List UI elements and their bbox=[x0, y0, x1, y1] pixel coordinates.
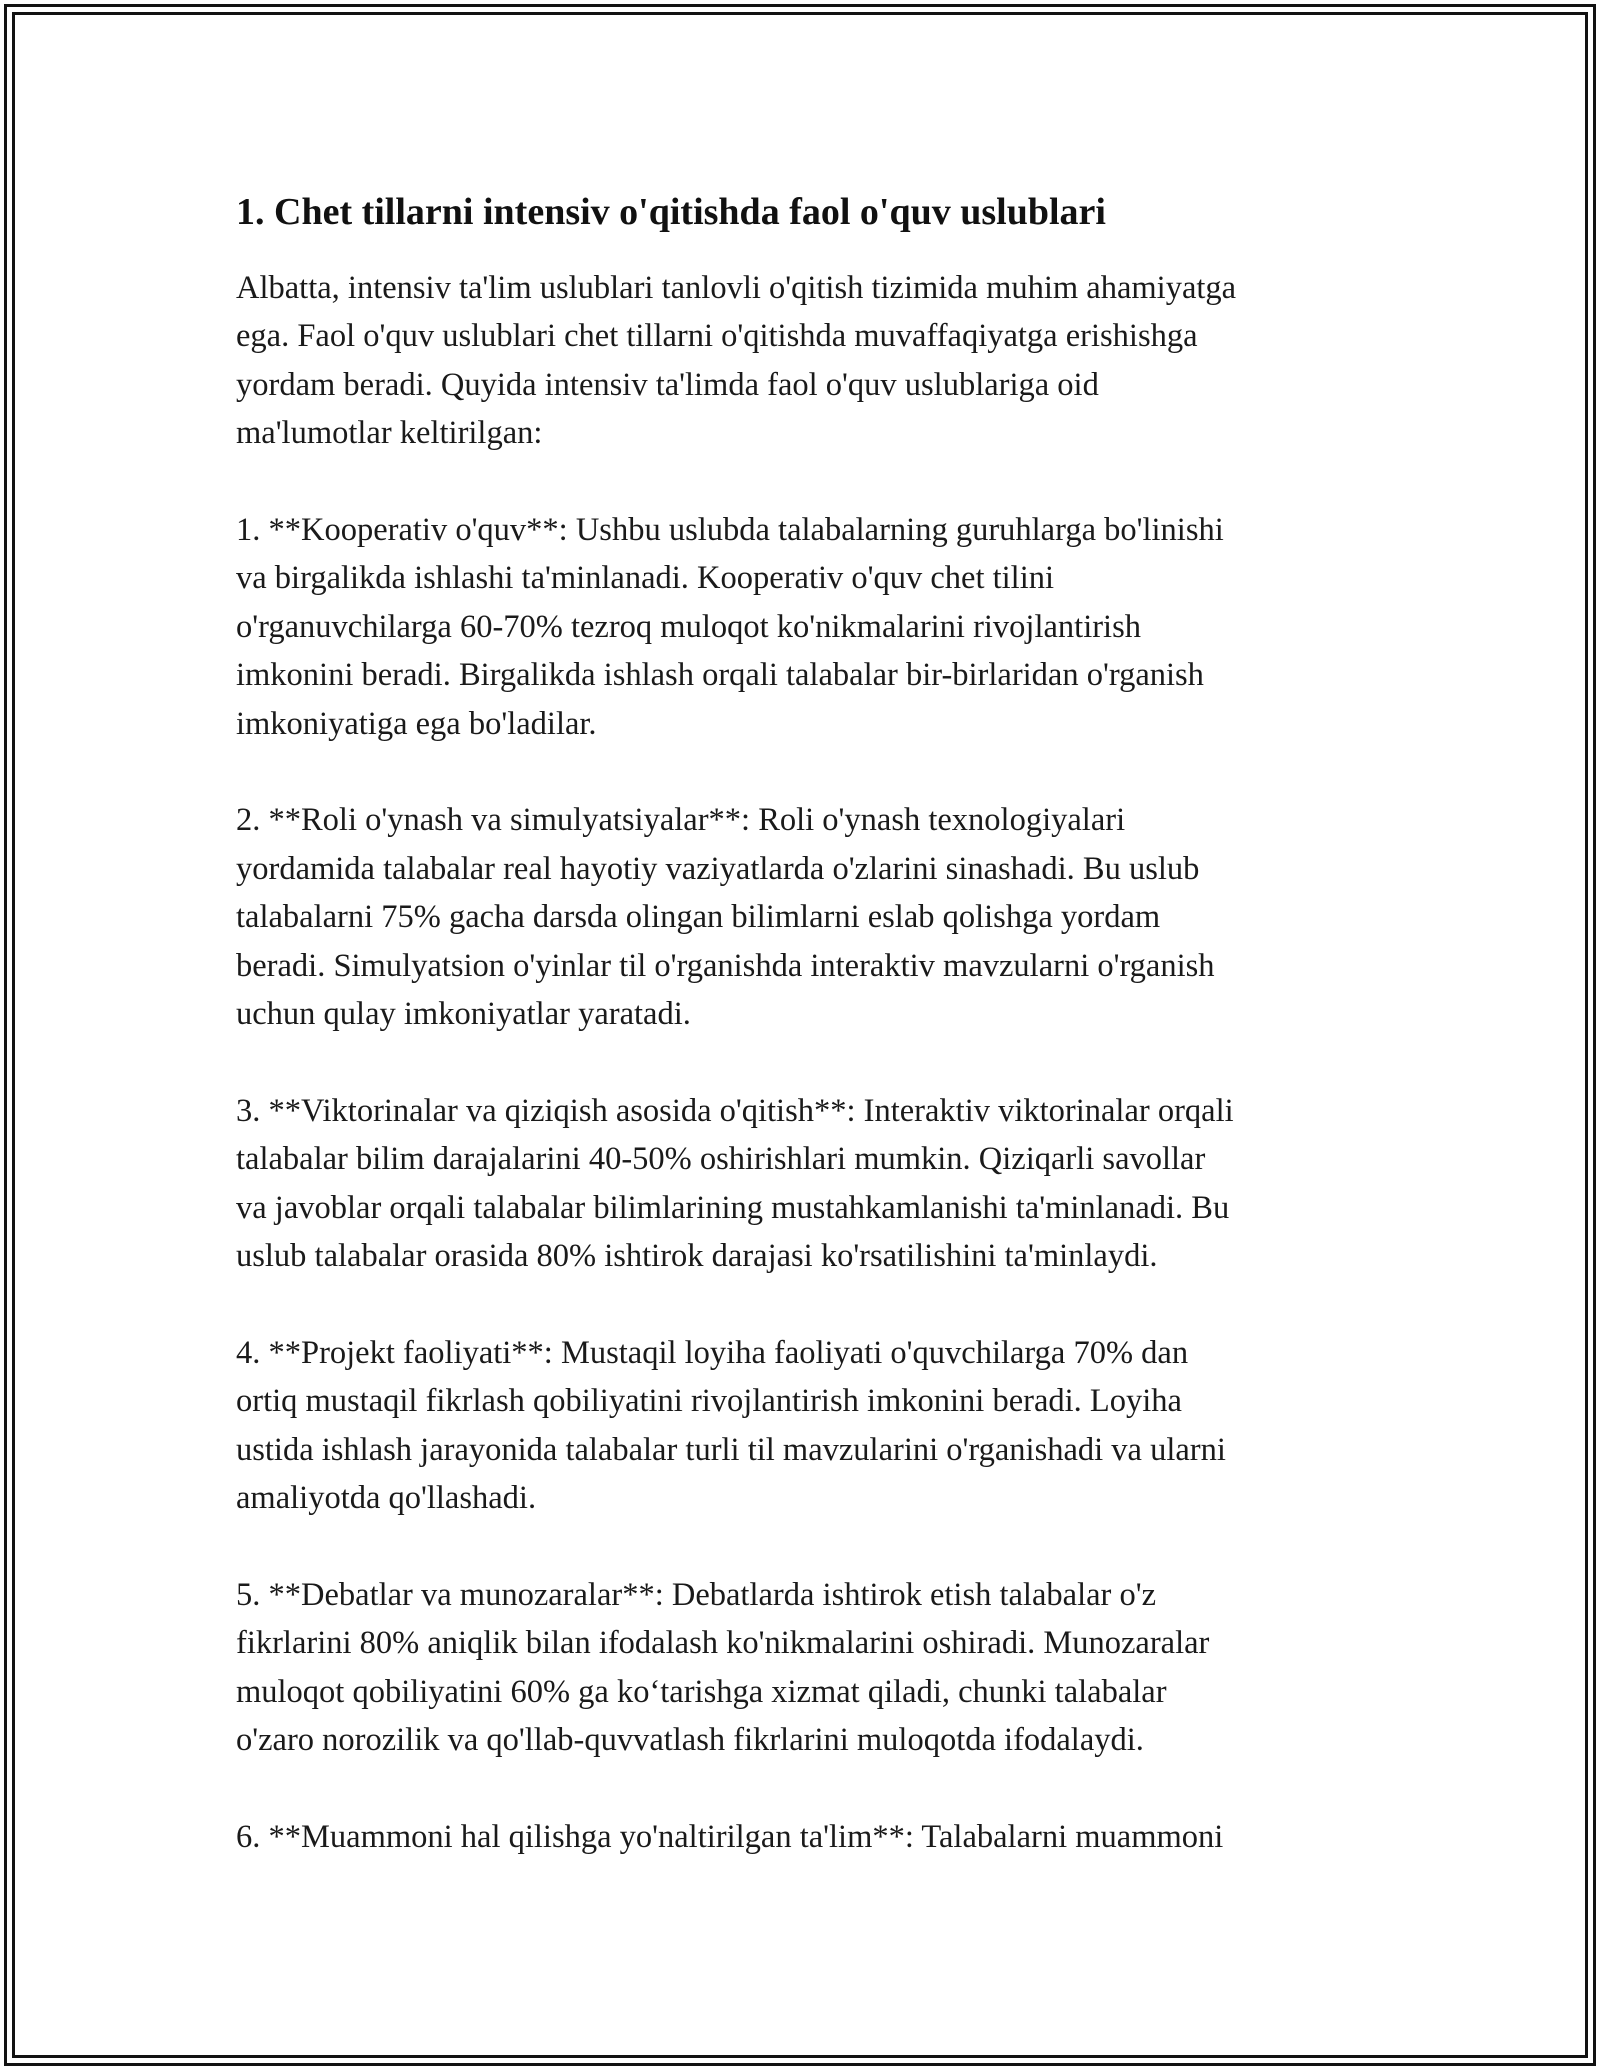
text-line: amaliyotda qo'llashadi. bbox=[236, 1480, 537, 1517]
paragraph-item-6 bbox=[236, 1813, 1376, 1861]
text-line: o'zaro norozilik va qo'llab-quvvatlash fikrlarini muloqotda ifodalaydi. bbox=[236, 1722, 1144, 1759]
text-line: 3. **Viktorinalar va qiziqish asosida o'qitish**: Interaktiv viktorinalar orqali bbox=[236, 1092, 1234, 1129]
text-line: uslub talabalar orasida 80% ishtirok darajasi ko'rsatilishini ta'minlaydi. bbox=[236, 1238, 1158, 1275]
text-line: 1. **Kooperativ o'quv**: Ushbu uslubda talabalarning guruhlarga bo'linishi bbox=[236, 512, 1224, 549]
text-line: Albatta, intensiv ta'lim uslublari tanlovli o'qitish tizimida muhim ahamiyatga bbox=[236, 270, 1237, 306]
text-line: imkoniyatiga ega bo'ladilar. bbox=[236, 705, 597, 742]
text-line: ma'lumotlar keltirilgan: bbox=[236, 415, 543, 452]
text-line: yordamida talabalar real hayotiy vaziyatlarda o'zlarini sinashadi. Bu uslub bbox=[236, 850, 1200, 887]
paragraph-item-4 bbox=[236, 1329, 1376, 1523]
text-line: talabalarni 75% gacha darsda olingan bilimlarni eslab qolishga yordam bbox=[236, 899, 1161, 936]
text-line: 6. **Muammoni hal qilishga yo'naltirilgan ta'lim**: Talabalarni muammoni bbox=[236, 1818, 1224, 1855]
document-body bbox=[236, 186, 1376, 1910]
text-line: ega. Faol o'quv uslublari chet tillarni o'qitishda muvaffaqiyatga erishishga bbox=[236, 318, 1198, 355]
text-line: va birgalikda ishlashi ta'minlanadi. Kooperativ o'quv chet tilini bbox=[236, 560, 1055, 597]
text-line: fikrlarini 80% aniqlik bilan ifodalash ko'nikmalarini oshiradi. Munozaralar bbox=[236, 1625, 1210, 1662]
text-line: va javoblar orqali talabalar bilimlarining mustahkamlanishi ta'minlanadi. Bu bbox=[236, 1189, 1230, 1226]
paragraph-intro bbox=[236, 264, 1376, 458]
text-line: beradi. Simulyatsion o'yinlar til o'rganishda interaktiv mavzularni o'rganish bbox=[236, 947, 1215, 984]
text-line: ortiq mustaqil fikrlash qobiliyatini rivojlantirish imkonini beradi. Loyiha bbox=[236, 1383, 1182, 1420]
text-line: 4. **Projekt faoliyati**: Mustaqil loyiha faoliyati o'quvchilarga 70% dan bbox=[236, 1334, 1189, 1371]
text-line: muloqot qobiliyatini 60% ga ko‘tarishga xizmat qiladi, chunki talabalar bbox=[236, 1673, 1167, 1710]
text-line: o'rganuvchilarga 60-70% tezroq muloqot ko'nikmalarini rivojlantirish bbox=[236, 608, 1141, 645]
paragraph-item-1 bbox=[236, 506, 1376, 748]
text-line: talabalar bilim darajalarini 40-50% oshirishlari mumkin. Qiziqarli savollar bbox=[236, 1141, 1206, 1178]
text-line: 5. **Debatlar va munozaralar**: Debatlarda ishtirok etish talabalar o'z bbox=[236, 1576, 1156, 1613]
paragraph-item-2 bbox=[236, 796, 1376, 1038]
document-title: 1. Chet tillarni intensiv o'qitishda faol o'quv uslublari bbox=[236, 191, 1106, 233]
text-line: 2. **Roli o'ynash va simulyatsiyalar**: Roli o'ynash texnologiyalari bbox=[236, 802, 1126, 839]
text-line: uchun qulay imkoniyatlar yaratadi. bbox=[236, 996, 691, 1033]
text-line: imkonini beradi. Birgalikda ishlash orqali talabalar bir-birlaridan o'rganish bbox=[236, 657, 1204, 694]
text-line: ustida ishlash jarayonida talabalar turli til mavzularini o'rganishadi va ularni bbox=[236, 1431, 1226, 1468]
paragraph-item-3 bbox=[236, 1087, 1376, 1281]
text-line: yordam beradi. Quyida intensiv ta'limda faol o'quv uslublariga oid bbox=[236, 366, 1099, 403]
paragraph-item-5 bbox=[236, 1571, 1376, 1765]
